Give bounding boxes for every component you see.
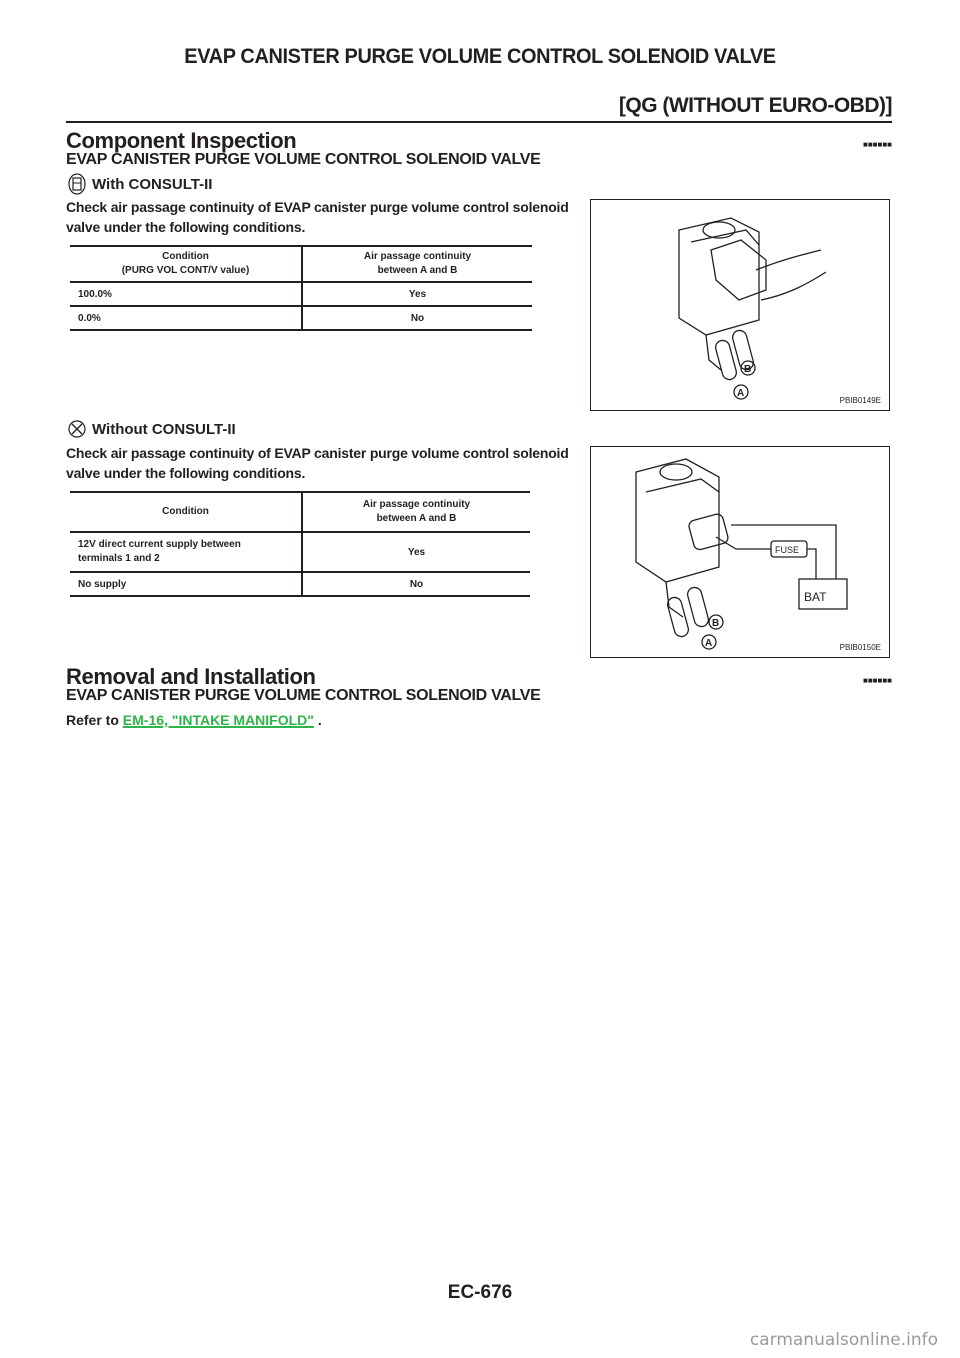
without-consult-label: Without CONSULT-II [92, 420, 236, 438]
page-header-title: EVAP CANISTER PURGE VOLUME CONTROL SOLENOID VALVE [184, 45, 776, 68]
table-row: 12V direct current supply between terminals 1 and 2 Yes [70, 532, 530, 572]
svg-text:B: B [744, 364, 752, 375]
table-header-row: Condition Air passage continuity between A and B [70, 492, 530, 532]
with-consult-label: With CONSULT-II [92, 175, 213, 193]
with-consult-instruction: Check air passage continuity of EVAP canister purge volume control solenoid valve under the following conditions. [66, 199, 569, 235]
svg-text:BAT: BAT [804, 590, 827, 604]
page-header-subtitle: [QG (WITHOUT EURO-OBD)] [618, 94, 892, 117]
figure-code: PBIB0150E [839, 643, 881, 652]
svg-text:A: A [737, 388, 745, 399]
without-consult-heading [66, 418, 236, 440]
without-consult-table [70, 491, 530, 597]
refer-text: Refer to EM-16, "INTAKE MANIFOLD" . [66, 712, 322, 728]
table-row: No supply No [70, 572, 530, 596]
watermark: carmanualsonline.info [749, 1330, 938, 1350]
figure-code: PBIB0149E [839, 396, 881, 405]
svg-text:FUSE: FUSE [775, 545, 800, 555]
section-id-mark: ■■■■■■ [863, 140, 892, 149]
section-title-removal: Removal and Installation [66, 664, 316, 689]
solenoid-valve-illustration [591, 200, 889, 410]
with-consult-table [70, 245, 532, 331]
intake-manifold-link[interactable]: EM-16, "INTAKE MANIFOLD" [122, 712, 314, 728]
removal-subtitle: EVAP CANISTER PURGE VOLUME CONTROL SOLENOID VALVE [66, 687, 541, 704]
svg-text:A: A [705, 638, 713, 649]
page-number: EC-676 [447, 1282, 513, 1303]
solenoid-battery-illustration [591, 447, 889, 657]
component-subtitle: EVAP CANISTER PURGE VOLUME CONTROL SOLENOID VALVE [66, 151, 541, 168]
figure-solenoid-with-consult [590, 199, 890, 411]
without-consult-instruction: Check air passage continuity of EVAP canister purge volume control solenoid valve under the following conditions. [66, 445, 569, 481]
section-id-mark: ■■■■■■ [863, 676, 892, 685]
table-row: 100.0% Yes [70, 282, 532, 306]
no-consult-icon [66, 418, 88, 440]
header-divider [66, 121, 892, 123]
section-title-component-inspection: Component Inspection [66, 128, 297, 153]
consult-icon [66, 173, 88, 195]
table-row: 0.0% No [70, 306, 532, 330]
figure-solenoid-without-consult [590, 446, 890, 658]
with-consult-heading [66, 173, 212, 195]
table-header-row: Condition (PURG VOL CONT/V value) Air passage continuity between A and B [70, 246, 532, 282]
svg-text:B: B [712, 618, 720, 629]
